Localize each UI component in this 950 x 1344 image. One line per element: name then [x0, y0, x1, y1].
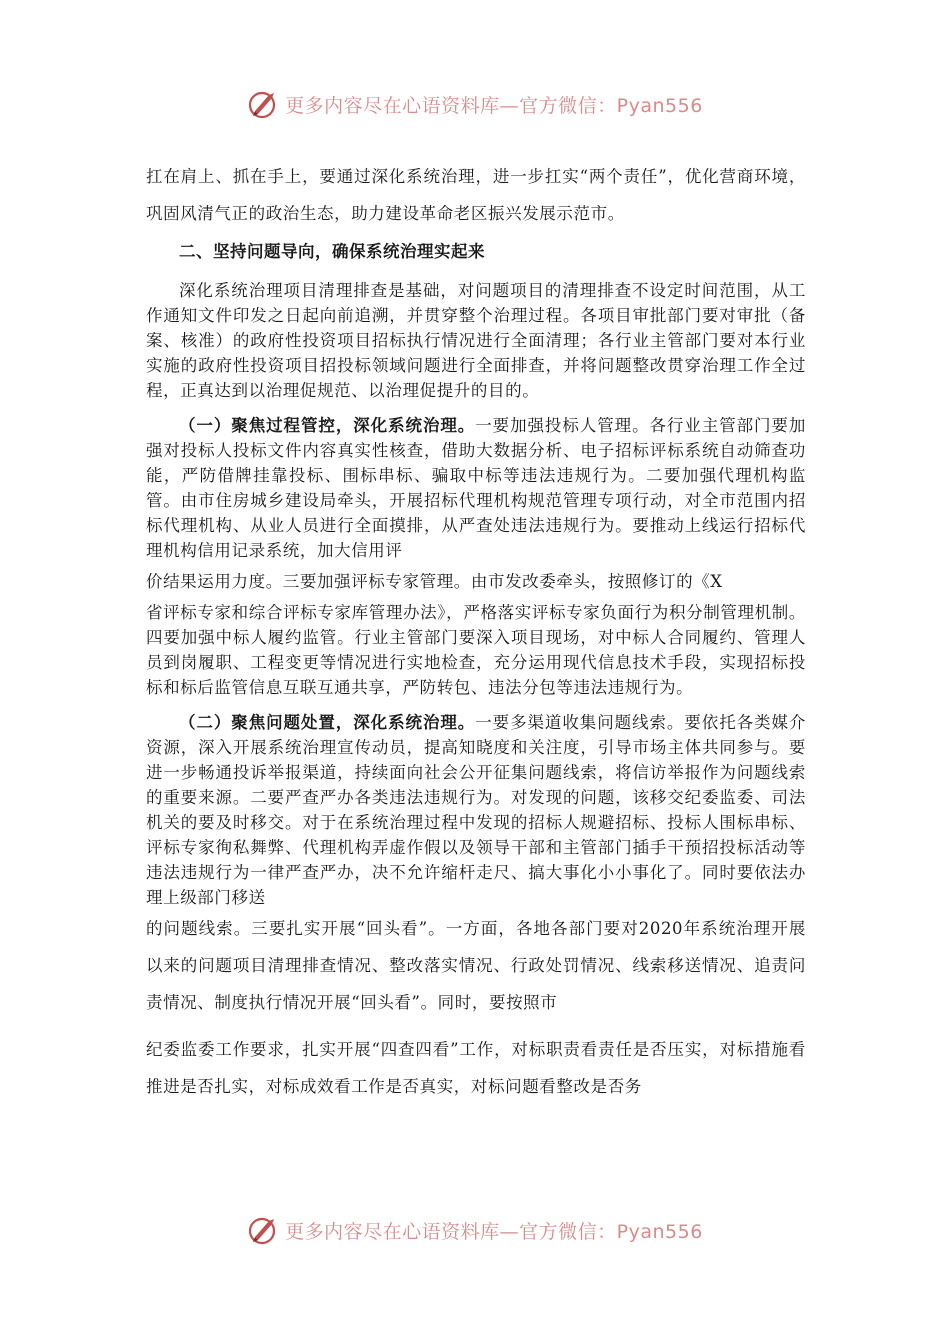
- subsection-1-paragraph-b: 价结果运用力度。三要加强评标专家管理。由市发改委牵头，按照修订的《X: [146, 572, 723, 591]
- header-banner-text: [285, 91, 703, 118]
- subsection-2-paragraph-b: 的问题线索。三要扎实开展“回头看”。一方面，各地各部门要对2020年系统治理开展以来的问题项目清理排查情况、整改落实情况、行政处罚情况、线索移送情况、追责问责情况、制度执行情况开展“回头看”。同时，要按照市: [146, 919, 806, 1012]
- subsection-2-text-a: 一要多渠道收集问题线索。要依托各类媒介资源，深入开展系统治理宣传动员，提高知晓度和关注度，引导市场主体共同参与。要进一步畅通投诉举报渠道，持续面向社会公开征集问题线索，将信访举报作为问题线索的重要来源。二要严查严办各类违法违规行为。对发现的问题，该移交纪委监委、司法机关的要及时移交。对于在系统治理过程中发现的招标人规避招标、投标人围标串标、评标专家徇私舞弊、代理机构弄虚作假以及领导干部和主管部门插手干预招投标活动等违法违规行为一律严查严办，决不允许缩杆走尺、搞大事化小小事化了。同时要依法办理上级部门移送: [146, 713, 806, 907]
- section-heading-2: 二、坚持问题导向，确保系统治理实起来: [179, 242, 485, 261]
- footer-banner: [0, 1210, 950, 1250]
- section-2-paragraph: 深化系统治理项目清理排查是基础，对问题项目的清理排查不设定时间范围，从工作通知文件印发之日起向前追溯，并贯穿整个治理过程。各项目审批部门要对审批（备案、核准）的政府性投资项目招标执行情况进行全面清理；各行业主管部门要对本行业实施的政府性投资项目招投标领域问题进行全面排查，并将问题整改贯穿治理工作全过程，正真达到以治理促规范、以治理促提升的目的。: [146, 281, 806, 400]
- document-body: [146, 158, 806, 1105]
- subsection-2-lead: （二）聚焦问题处置，深化系统治理。: [179, 713, 476, 732]
- subsection-2-paragraph-c: 纪委监委工作要求，扎实开展“四查四看”工作，对标职责看责任是否压实，对标措施看推进是否扎实，对标成效看工作是否真实，对标问题看整改是否务: [146, 1040, 806, 1096]
- subsection-1-paragraph-c: 省评标专家和综合评标专家库管理办法》，严格落实评标专家负面行为积分制管理机制。四要加强中标人履约监管。行业主管部门要深入项目现场，对中标人合同履约、管理人员到岗履职、工程变更等情况进行实地检查，充分运用现代信息技术手段，实现招标投标和标后监管信息互联互通共享，严防转包、违法分包等违法违规行为。: [146, 603, 806, 697]
- footer-banner-main: 更多内容尽在心语资料库: [285, 1220, 500, 1243]
- footer-banner-wechat: 官方微信：Pyan556: [519, 1220, 703, 1243]
- header-banner: [0, 84, 950, 124]
- header-banner-wechat: 官方微信：Pyan556: [519, 94, 703, 117]
- footer-banner-text: [285, 1217, 703, 1244]
- pen-logo-icon: [247, 1213, 281, 1247]
- footer-banner-sep: —: [499, 1220, 520, 1243]
- subsection-2-paragraph-a: [146, 710, 806, 910]
- subsection-1-text-a: 一要加强投标人管理。各行业主管部门要加强对投标人投标文件内容真实性核查，借助大数据分析、电子招标评标系统自动筛查功能，严防借牌挂靠投标、围标串标、骗取中标等违法违规行为。二要加强代理机构监管。由市住房城乡建设局牵头，开展招标代理机构规范管理专项行动，对全市范围内招标代理机构、从业人员进行全面摸排，从严查处违法违规行为。要推动上线运行招标代理机构信用记录系统，加大信用评: [146, 416, 806, 560]
- subsection-1-lead: （一）聚焦过程管控，深化系统治理。: [179, 416, 476, 435]
- pen-logo-icon: [247, 87, 281, 121]
- intro-paragraph: 扛在肩上、抓在手上，要通过深化系统治理，进一步扛实“两个责任”，优化营商环境，巩固风清气正的政治生态，助力建设革命老区振兴发展示范市。: [146, 167, 806, 223]
- header-banner-sep: —: [499, 94, 520, 117]
- subsection-1-paragraph-a: [146, 413, 806, 563]
- header-banner-main: 更多内容尽在心语资料库: [285, 94, 500, 117]
